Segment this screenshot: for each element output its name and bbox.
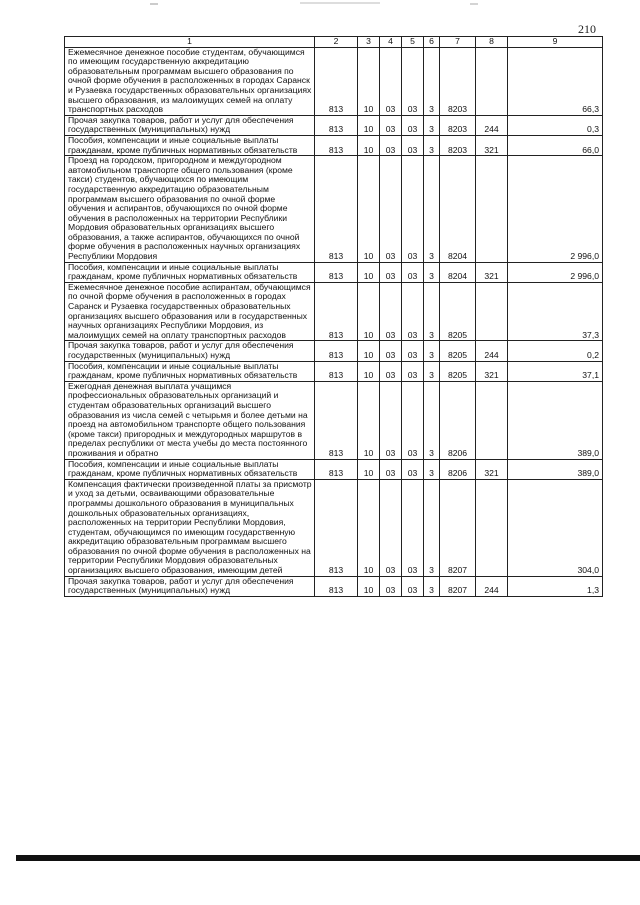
target-code: 8207 <box>440 479 476 576</box>
subprogram-code: 3 <box>424 262 440 282</box>
target-code: 8203 <box>440 47 476 115</box>
ministry-code: 813 <box>315 135 358 155</box>
program-code: 03 <box>402 459 424 479</box>
target-code: 8206 <box>440 459 476 479</box>
subsection-code: 03 <box>380 262 402 282</box>
expense-description: Пособия, компенсации и иные социальные выплаты гражданам, кроме публичных нормативных обязательств <box>65 459 315 479</box>
expense-description: Проезд на городском, пригородном и междугородном автомобильном транспорте общего пользования (кроме такси) студентов, обучающихся по имеющим государственную аккредитацию образовательным программам высшего образования по очной форме обучения и аспирантов, обучающихся по очной форме обучения в расположенных на территории Республики Мордовия образовательных организациях высшего образования, а также аспирантов, обучающихся по очной форме обучения в расположенных научных организациях Республики Мордовия <box>65 156 315 263</box>
section-code: 10 <box>358 479 380 576</box>
subprogram-code: 3 <box>424 135 440 155</box>
table-row <box>65 47 603 115</box>
table-row <box>65 341 603 361</box>
program-code: 03 <box>402 479 424 576</box>
program-code: 03 <box>402 361 424 381</box>
program-code: 03 <box>402 262 424 282</box>
expense-type-code: 321 <box>476 459 508 479</box>
column-header: 8 <box>476 37 508 48</box>
expense-description: Пособия, компенсации и иные социальные выплаты гражданам, кроме публичных нормативных обязательств <box>65 361 315 381</box>
subprogram-code: 3 <box>424 341 440 361</box>
section-code: 10 <box>358 361 380 381</box>
amount: 2 996,0 <box>508 262 603 282</box>
subprogram-code: 3 <box>424 115 440 135</box>
expense-type-code <box>476 479 508 576</box>
target-code: 8203 <box>440 135 476 155</box>
program-code: 03 <box>402 156 424 263</box>
expense-description: Ежемесячное денежное пособие аспирантам, обучающимся по очной форме обучения в расположенных в городах Саранск и Рузаевка государственных образовательных организациях высшего образования или в государственных научных организациях Республики Мордовия, из малоимущих семей на оплату транспортных расходов <box>65 282 315 341</box>
table-row <box>65 381 603 459</box>
subsection-code: 03 <box>380 47 402 115</box>
table-row <box>65 282 603 341</box>
subsection-code: 03 <box>380 576 402 596</box>
table-row <box>65 262 603 282</box>
section-code: 10 <box>358 115 380 135</box>
subsection-code: 03 <box>380 459 402 479</box>
section-code: 10 <box>358 576 380 596</box>
amount: 389,0 <box>508 459 603 479</box>
ministry-code: 813 <box>315 47 358 115</box>
subprogram-code: 3 <box>424 361 440 381</box>
table-row <box>65 135 603 155</box>
table-row <box>65 156 603 263</box>
expense-type-code: 321 <box>476 361 508 381</box>
expense-type-code <box>476 282 508 341</box>
expense-type-code: 244 <box>476 115 508 135</box>
program-code: 03 <box>402 115 424 135</box>
column-number-row <box>65 37 603 48</box>
subprogram-code: 3 <box>424 576 440 596</box>
expense-description: Прочая закупка товаров, работ и услуг для обеспечения государственных (муниципальных) нужд <box>65 576 315 596</box>
program-code: 03 <box>402 282 424 341</box>
target-code: 8203 <box>440 115 476 135</box>
ministry-code: 813 <box>315 459 358 479</box>
expense-description: Ежегодная денежная выплата учащимся профессиональных образовательных организаций и студентам образовательных организаций высшего образования из числа семей с четырьмя и более детьми на проезд на автомобильном транспорте общего пользования (кроме такси) пригородных и междугородных маршрутов в пределах республики от места учебы до места постоянного проживания и обратно <box>65 381 315 459</box>
subsection-code: 03 <box>380 381 402 459</box>
expense-description: Прочая закупка товаров, работ и услуг для обеспечения государственных (муниципальных) нужд <box>65 341 315 361</box>
column-header: 2 <box>315 37 358 48</box>
amount: 304,0 <box>508 479 603 576</box>
amount: 389,0 <box>508 381 603 459</box>
target-code: 8204 <box>440 156 476 263</box>
target-code: 8205 <box>440 282 476 341</box>
scan-bottom-band <box>16 855 640 861</box>
expense-type-code <box>476 156 508 263</box>
budget-table <box>64 36 603 597</box>
amount: 37,3 <box>508 282 603 341</box>
program-code: 03 <box>402 135 424 155</box>
ministry-code: 813 <box>315 381 358 459</box>
subprogram-code: 3 <box>424 282 440 341</box>
subprogram-code: 3 <box>424 479 440 576</box>
ministry-code: 813 <box>315 282 358 341</box>
subsection-code: 03 <box>380 115 402 135</box>
page-number: 210 <box>578 22 596 36</box>
target-code: 8205 <box>440 361 476 381</box>
ministry-code: 813 <box>315 115 358 135</box>
section-code: 10 <box>358 156 380 263</box>
target-code: 8205 <box>440 341 476 361</box>
amount: 1,3 <box>508 576 603 596</box>
expense-description: Пособия, компенсации и иные социальные выплаты гражданам, кроме публичных нормативных обязательств <box>65 262 315 282</box>
ministry-code: 813 <box>315 156 358 263</box>
program-code: 03 <box>402 381 424 459</box>
subsection-code: 03 <box>380 282 402 341</box>
expense-description: Ежемесячное денежное пособие студентам, обучающимся по имеющим государственную аккредитацию образовательным программам высшего образования по очной форме обучения в расположенных в городах Саранск и Рузаевка государственных образовательных организациях высшего образования, из малоимущих семей на оплату транспортных расходов <box>65 47 315 115</box>
table-row <box>65 576 603 596</box>
subsection-code: 03 <box>380 361 402 381</box>
section-code: 10 <box>358 381 380 459</box>
subprogram-code: 3 <box>424 156 440 263</box>
subsection-code: 03 <box>380 156 402 263</box>
section-code: 10 <box>358 341 380 361</box>
column-header: 6 <box>424 37 440 48</box>
expense-type-code: 244 <box>476 576 508 596</box>
ministry-code: 813 <box>315 262 358 282</box>
table-row <box>65 479 603 576</box>
amount: 0,3 <box>508 115 603 135</box>
subsection-code: 03 <box>380 479 402 576</box>
amount: 37,1 <box>508 361 603 381</box>
column-header: 5 <box>402 37 424 48</box>
table-row <box>65 361 603 381</box>
ministry-code: 813 <box>315 479 358 576</box>
column-header: 3 <box>358 37 380 48</box>
amount: 66,3 <box>508 47 603 115</box>
subprogram-code: 3 <box>424 47 440 115</box>
expense-description: Прочая закупка товаров, работ и услуг для обеспечения государственных (муниципальных) нужд <box>65 115 315 135</box>
section-code: 10 <box>358 47 380 115</box>
amount: 66,0 <box>508 135 603 155</box>
target-code: 8204 <box>440 262 476 282</box>
subprogram-code: 3 <box>424 381 440 459</box>
target-code: 8207 <box>440 576 476 596</box>
table-row <box>65 115 603 135</box>
subsection-code: 03 <box>380 341 402 361</box>
column-header: 7 <box>440 37 476 48</box>
expense-type-code <box>476 47 508 115</box>
table-row <box>65 459 603 479</box>
ministry-code: 813 <box>315 341 358 361</box>
ministry-code: 813 <box>315 576 358 596</box>
section-code: 10 <box>358 262 380 282</box>
program-code: 03 <box>402 576 424 596</box>
column-header: 1 <box>65 37 315 48</box>
expense-type-code <box>476 381 508 459</box>
subsection-code: 03 <box>380 135 402 155</box>
scan-top-marks <box>0 0 640 12</box>
expense-description: Компенсация фактически произведенной платы за присмотр и уход за детьми, осваивающими образовательные программы дошкольного образования в муниципальных дошкольных образовательных организациях, расположенных на территории Республики Мордовия, студентам, обучающимся по имеющим государственную аккредитацию образовательным программам высшего образования по очной форме обучения в расположенных на территории Республики Мордовия образовательных организациях высшего образования, имеющим детей <box>65 479 315 576</box>
ministry-code: 813 <box>315 361 358 381</box>
target-code: 8206 <box>440 381 476 459</box>
amount: 2 996,0 <box>508 156 603 263</box>
subprogram-code: 3 <box>424 459 440 479</box>
program-code: 03 <box>402 341 424 361</box>
column-header: 9 <box>508 37 603 48</box>
amount: 0,2 <box>508 341 603 361</box>
program-code: 03 <box>402 47 424 115</box>
section-code: 10 <box>358 459 380 479</box>
column-header: 4 <box>380 37 402 48</box>
expense-type-code: 321 <box>476 135 508 155</box>
expense-type-code: 244 <box>476 341 508 361</box>
expense-type-code: 321 <box>476 262 508 282</box>
expense-description: Пособия, компенсации и иные социальные выплаты гражданам, кроме публичных нормативных обязательств <box>65 135 315 155</box>
section-code: 10 <box>358 282 380 341</box>
section-code: 10 <box>358 135 380 155</box>
